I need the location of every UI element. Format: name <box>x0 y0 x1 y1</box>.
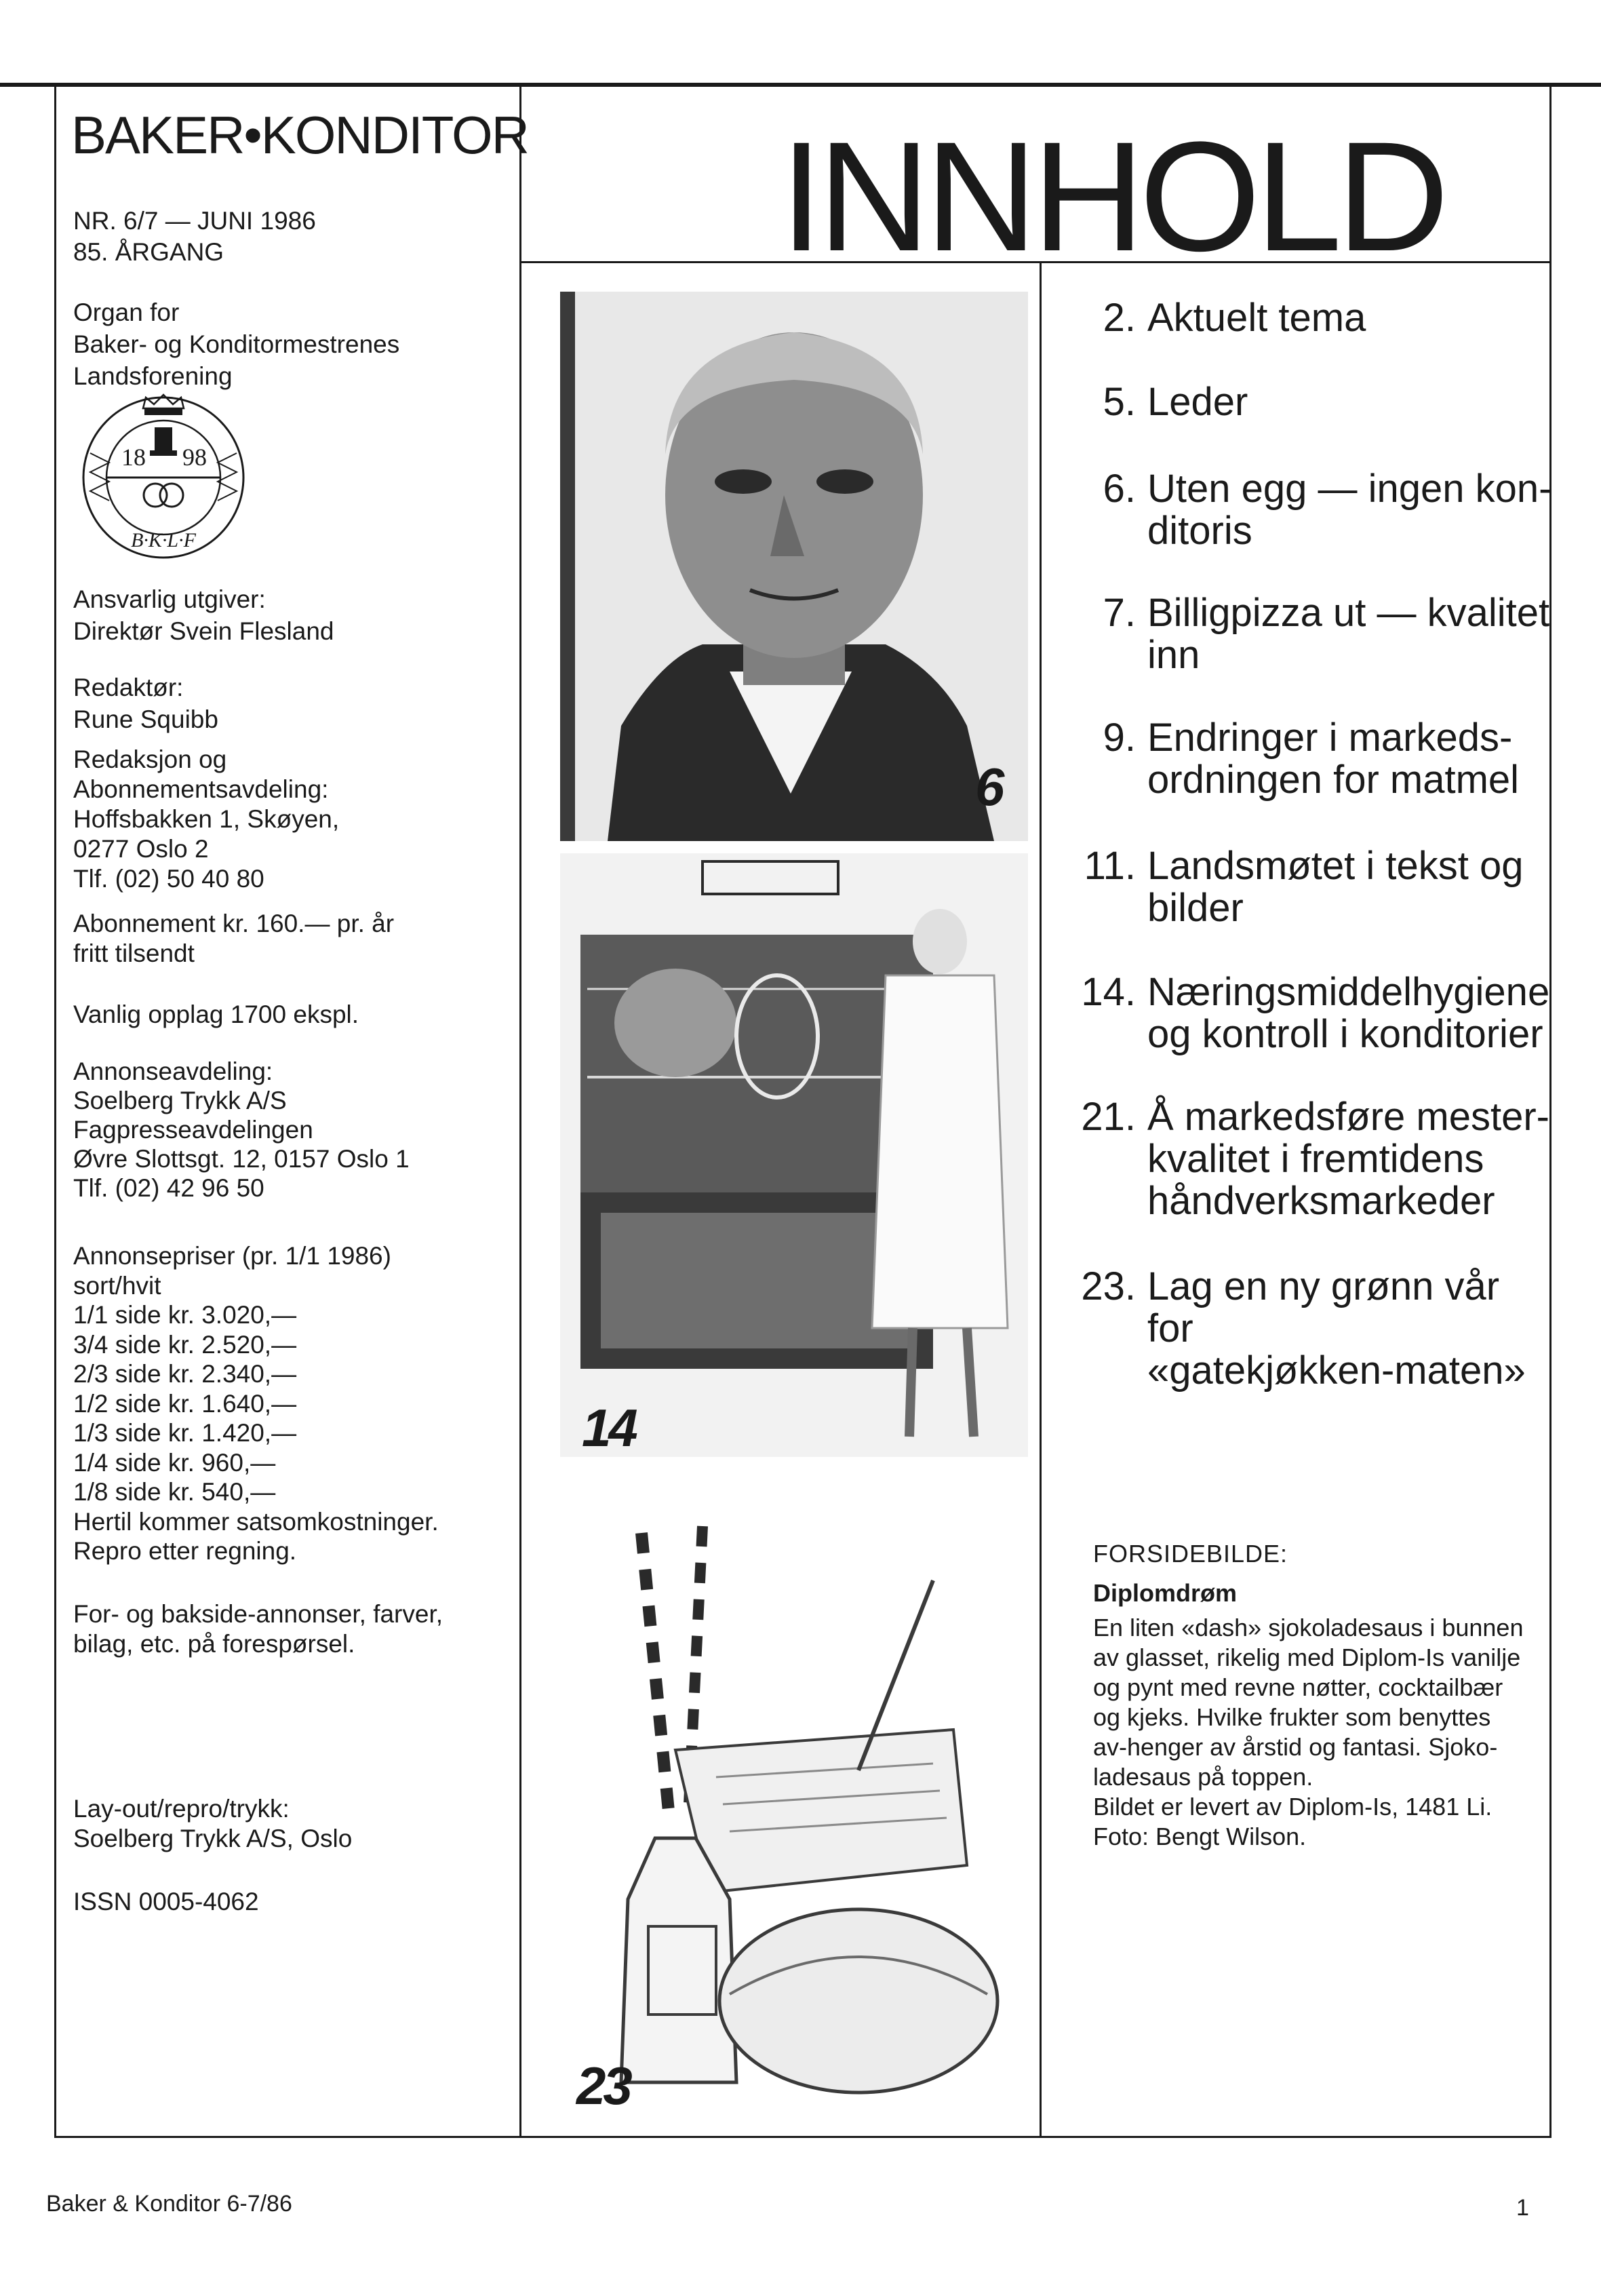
toc-item[interactable] <box>1071 297 1546 339</box>
emblem-initials: B·K·L·F <box>131 529 196 551</box>
left-frame-line <box>54 83 56 2138</box>
issn: ISSN 0005-4062 <box>73 1888 259 1915</box>
toc-page-number: 14. <box>1081 970 1136 1014</box>
photo-label-14: 14 <box>582 1398 635 1458</box>
cover-label: FORSIDEBILDE: <box>1093 1540 1288 1568</box>
dishwasher-image <box>560 853 1028 1457</box>
bklf-emblem <box>78 392 249 563</box>
dishwasher-photo <box>560 853 1028 1457</box>
volume: 85. ÅRGANG <box>73 238 224 266</box>
toc-page-number: 5. <box>1103 380 1136 424</box>
emblem-year-left: 18 <box>121 444 146 471</box>
ads-department: Annonseavdeling: Soelberg Trykk A/S Fagpresseavdelingen Øvre Slottsgt. 12, 0157 Oslo 1 Tlf. (02) 42 96 50 <box>73 1057 410 1202</box>
toc-item[interactable] <box>1071 717 1546 801</box>
subscription: Abonnement kr. 160.— pr. år fritt tilsendt <box>73 910 395 967</box>
editor: Redaktør: Rune Squibb <box>73 674 218 733</box>
bottom-frame-line <box>54 2136 1551 2138</box>
toc-item[interactable] <box>1071 1095 1549 1223</box>
toc-item[interactable] <box>1071 845 1546 929</box>
toc-page-number: 6. <box>1103 467 1136 511</box>
toc-item[interactable] <box>1071 591 1550 677</box>
toc-page-number: 2. <box>1103 296 1136 340</box>
fastfood-illustration <box>560 1485 1028 2109</box>
extra-ads: For- og bakside-annonser, farver, bilag, etc. på forespørsel. <box>73 1600 443 1658</box>
cover-description: En liten «dash» sjokoladesaus i bunnen av glasset, rikelig med Diplom-Is vanilje og pynt med revne nøtter, cocktailbær og kjeks. Hvilke frukter som benyttes av-henger av årstid og fantasi. Sjoko-ladesaus på toppen. Bildet er levert av Diplom-Is, 1481 Li. Foto: Bengt Wilson. <box>1093 1614 1524 1850</box>
column-divider-left <box>519 83 521 2138</box>
toc-page-number: 7. <box>1103 591 1136 635</box>
toc-title: Leder <box>1147 380 1248 424</box>
emblem-year-right: 98 <box>182 444 207 471</box>
editorial-office: Redaksjon og Abonnementsavdeling: Hoffsbakken 1, Skøyen, 0277 Oslo 2 Tlf. (02) 50 40 80 <box>73 745 340 893</box>
toc-title: Landsmøtet i tekst og bilder <box>1147 844 1524 930</box>
fastfood-image <box>560 1485 1028 2109</box>
toc-item[interactable] <box>1071 381 1546 423</box>
contents-title: INNHOLD <box>780 109 1444 284</box>
toc-title: Å markedsføre mester- kvalitet i fremtidens håndverksmarkeder <box>1147 1095 1549 1223</box>
portrait-image <box>560 292 1028 841</box>
photo-label-23: 23 <box>576 2056 630 2116</box>
toc-page-number: 21. <box>1081 1095 1136 1139</box>
ad-prices: Annonsepriser (pr. 1/1 1986) sort/hvit 1/1 side kr. 3.020,— 3/4 side kr. 2.520,— 2/3 side kr. 2.340,— 1/2 side kr. 1.640,— 1/3 side kr. 1.420,— 1/4 side kr. 960,— 1/8 side kr. 540,— Hertil kommer satsomkostninger. Repro etter regning. <box>73 1242 439 1565</box>
toc-page-number: 23. <box>1081 1264 1136 1308</box>
toc-item[interactable] <box>1071 467 1552 553</box>
toc-title: Næringsmiddelhygiene og kontroll i konditorier <box>1147 970 1550 1056</box>
column-divider-right <box>1040 261 1042 2138</box>
toc-title: Endringer i markeds- ordningen for matmel <box>1147 716 1520 802</box>
footer-publication: Baker & Konditor 6-7/86 <box>46 2191 292 2217</box>
publisher: Ansvarlig utgiver: Direktør Svein Flesland <box>73 585 334 645</box>
toc-title: Aktuelt tema <box>1147 296 1366 340</box>
bklf-emblem-graphic <box>78 392 249 563</box>
toc-page-number: 9. <box>1103 716 1136 760</box>
toc-item[interactable] <box>1071 970 1550 1056</box>
photo-label-6: 6 <box>975 757 1002 817</box>
toc-title: Billigpizza ut — kvalitet inn <box>1147 591 1550 677</box>
toc-item[interactable] <box>1071 1264 1546 1393</box>
page-number: 1 <box>1516 2195 1529 2221</box>
toc-title: Uten egg — ingen kon- ditoris <box>1147 467 1552 553</box>
portrait-photo <box>560 292 1028 841</box>
masthead-logo: BAKER•KONDITOR <box>71 105 528 165</box>
issue-number: NR. 6/7 — JUNI 1986 <box>73 207 316 235</box>
organ-description: Organ for Baker- og Konditormestrenes Landsforening <box>73 298 400 390</box>
toc-title: Lag en ny grønn vår for «gatekjøkken-maten» <box>1147 1264 1526 1393</box>
top-rule <box>0 83 1601 87</box>
toc-page-number: 11. <box>1084 844 1136 888</box>
cover-title: Diplomdrøm <box>1093 1579 1237 1607</box>
layout-print: Lay-out/repro/trykk: Soelberg Trykk A/S, Oslo <box>73 1795 353 1852</box>
circulation: Vanlig opplag 1700 ekspl. <box>73 1000 359 1028</box>
